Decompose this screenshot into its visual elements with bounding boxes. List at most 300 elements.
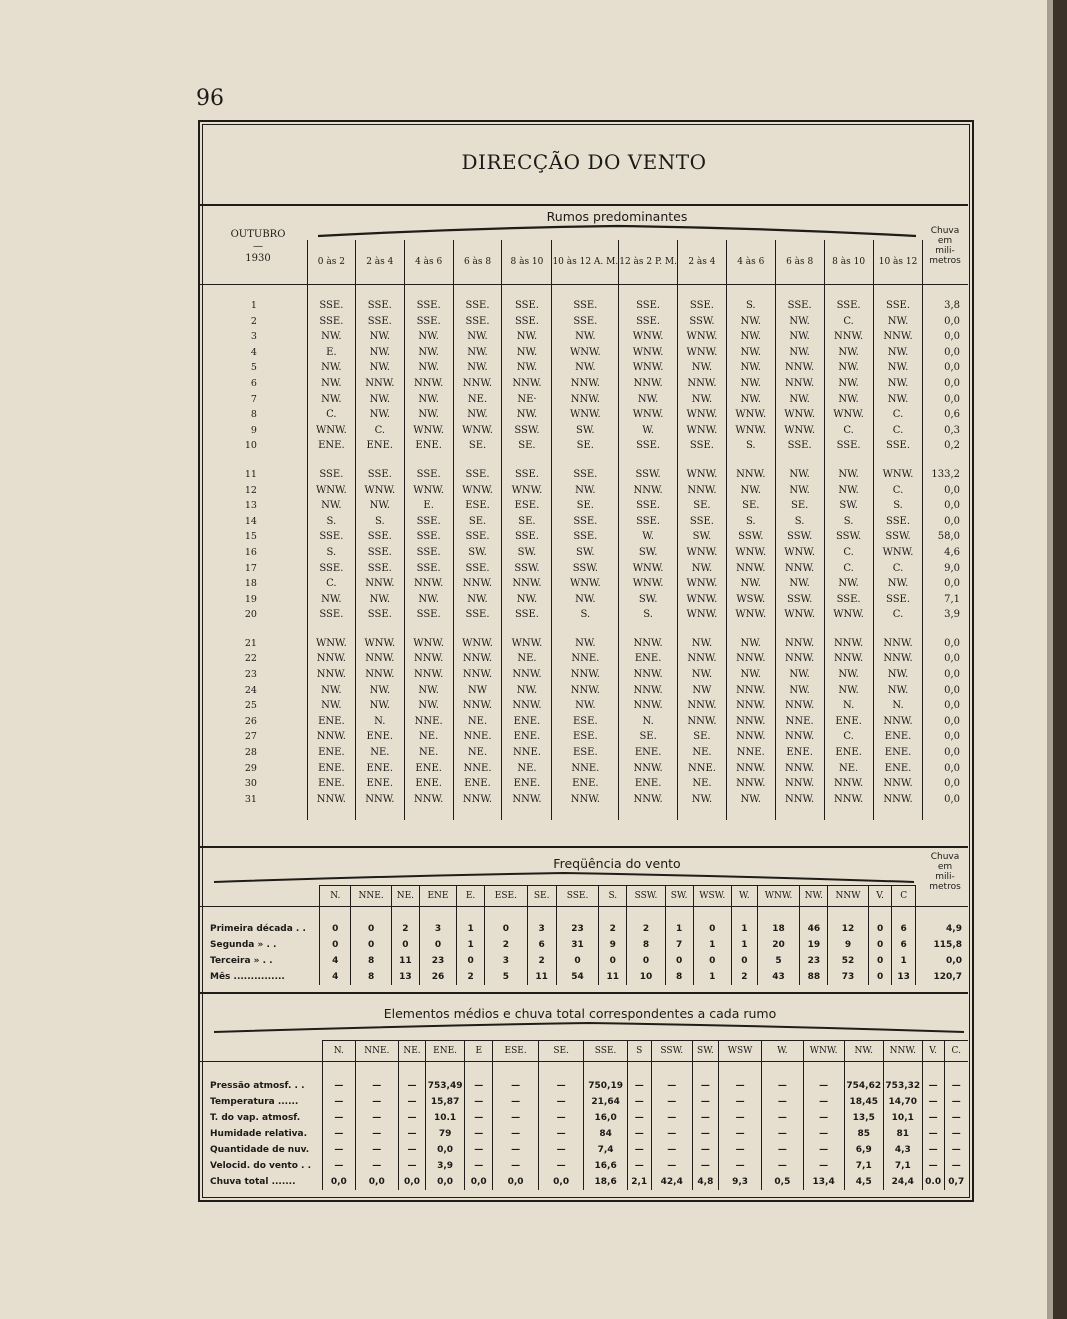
freq-value: 0 (320, 921, 351, 937)
wind-direction-cell: WNW. (775, 423, 824, 439)
elem-value: 6,9 (844, 1142, 883, 1158)
wind-direction-cell: WNW. (619, 576, 678, 592)
elem-value: — (323, 1110, 356, 1126)
elem-col-header: WSW (718, 1041, 761, 1062)
freq-value: 5 (757, 953, 800, 969)
month-label: OUTUBRO (230, 229, 286, 240)
day-number: 22 (244, 653, 257, 665)
day-number: 4 (250, 346, 257, 358)
day-row (200, 498, 968, 514)
wind-direction-cell: NNE. (502, 745, 552, 761)
spacer-cell (651, 1062, 692, 1079)
spacer-cell (873, 623, 923, 636)
day-row (200, 636, 968, 652)
spacer-cell (404, 807, 453, 820)
wind-direction-cell: NW. (552, 636, 619, 652)
spacer-cell (873, 285, 923, 299)
wind-direction-cell: WNW. (552, 576, 619, 592)
elem-value: 7,1 (844, 1158, 883, 1174)
freq-value: 4 (320, 969, 351, 985)
wind-direction-cell: NNW. (775, 698, 824, 714)
wind-direction-cell: NW. (678, 561, 727, 577)
freq-value: 43 (757, 969, 800, 985)
day-number: 3 (250, 331, 257, 343)
wind-direction-cell: WNW. (453, 423, 502, 439)
spacer-cell (355, 454, 404, 467)
freq-rain-line-1: Chuva (930, 852, 960, 862)
freq-value: 5 (484, 969, 527, 985)
wind-direction-cell: SSE. (453, 607, 502, 623)
elem-value: 13,5 (844, 1110, 883, 1126)
spacer-cell (351, 907, 392, 922)
wind-direction-cell: NE. (355, 745, 404, 761)
wind-direction-cell: SW. (619, 545, 678, 561)
wind-direction-cell: NW. (307, 698, 355, 714)
freq-value: 8 (351, 953, 392, 969)
freq-row-label: Terceira » . . (210, 956, 273, 966)
elem-value: — (718, 1094, 761, 1110)
elem-col-header: SW. (692, 1041, 718, 1062)
wind-direction-cell: NNW. (726, 729, 775, 745)
wind-direction-cell: NNW. (873, 776, 923, 792)
day-row (200, 561, 968, 577)
freq-value: 11 (527, 969, 556, 985)
wind-direction-cell: NW. (453, 360, 502, 376)
elem-value: — (465, 1126, 493, 1142)
freq-value: 2 (627, 921, 666, 937)
rain-cell: 58,0 (923, 529, 968, 545)
wind-direction-cell: NNW. (404, 792, 453, 808)
freq-value: 11 (599, 969, 627, 985)
wind-direction-cell: NNW. (453, 792, 502, 808)
wind-direction-cell: S. (873, 498, 923, 514)
elem-value: — (803, 1158, 844, 1174)
day-row (200, 438, 968, 454)
wind-direction-cell: NNW. (619, 483, 678, 499)
spacer-row (200, 807, 968, 820)
freq-value: 10 (627, 969, 666, 985)
elem-value: — (323, 1126, 356, 1142)
rain-cell: 0,3 (923, 423, 968, 439)
day-row (200, 407, 968, 423)
wind-direction-cell: NW. (775, 576, 824, 592)
freq-value: 73 (828, 969, 869, 985)
wind-direction-cell: NW. (502, 683, 552, 699)
elem-value: — (465, 1078, 493, 1094)
day-row (200, 607, 968, 623)
wind-direction-cell: SSE. (502, 314, 552, 330)
elem-col-header: WNW. (803, 1041, 844, 1062)
wind-direction-cell: SSE. (824, 438, 873, 454)
time-header: 0 às 2 (307, 240, 355, 285)
time-header: 2 às 4 (355, 240, 404, 285)
spacer-cell (726, 623, 775, 636)
wind-direction-cell: NW. (678, 392, 727, 408)
wind-direction-cell: NNW. (775, 561, 824, 577)
wind-direction-cell: NE· (502, 392, 552, 408)
day-row (200, 698, 968, 714)
spacer-cell (502, 623, 552, 636)
elem-value: — (762, 1158, 803, 1174)
elem-value: — (692, 1158, 718, 1174)
wind-direction-cell: SSE. (552, 467, 619, 483)
wind-direction-cell: SSE. (307, 314, 355, 330)
wind-direction-cell: SSW. (775, 529, 824, 545)
rain-cell: 0,0 (923, 329, 968, 345)
wind-direction-cell: WNW. (619, 360, 678, 376)
wind-direction-cell: SSE. (453, 298, 502, 314)
rain-cell: 0,0 (923, 314, 968, 330)
day-row (200, 592, 968, 608)
rain-header-line-3: mili- (935, 246, 955, 256)
spacer-row (200, 454, 968, 467)
freq-row (200, 969, 968, 985)
elem-value: — (692, 1126, 718, 1142)
wind-direction-cell: WNW. (775, 545, 824, 561)
wind-direction-cell: SSW. (873, 529, 923, 545)
elem-value: — (355, 1094, 398, 1110)
wind-direction-cell: NW. (824, 667, 873, 683)
freq-value: 2 (391, 921, 419, 937)
wind-direction-cell: ENE. (619, 745, 678, 761)
wind-direction-cell: WNW. (307, 636, 355, 652)
wind-direction-cell: S. (619, 607, 678, 623)
wind-direction-cell: ESE. (502, 498, 552, 514)
spacer-cell (307, 807, 355, 820)
freq-col-header: NW. (800, 886, 828, 907)
wind-direction-cell: NW. (502, 360, 552, 376)
wind-direction-cell: NW. (552, 698, 619, 714)
wind-direction-cell: NW. (453, 592, 502, 608)
spacer-cell (419, 907, 456, 922)
wind-direction-cell: NW. (355, 392, 404, 408)
spacer-cell (824, 285, 873, 299)
wind-direction-cell: NNW. (726, 776, 775, 792)
freq-value: 0 (391, 937, 419, 953)
wind-direction-cell: ENE. (619, 776, 678, 792)
spacer-cell (873, 454, 923, 467)
freq-value: 0 (868, 969, 892, 985)
freq-col-header: C (892, 886, 916, 907)
wind-direction-cell: NE. (678, 776, 727, 792)
wind-direction-cell: NW. (453, 329, 502, 345)
freq-value: 23 (556, 921, 599, 937)
wind-direction-cell: WNW. (824, 407, 873, 423)
wind-direction-cell: WNW. (824, 607, 873, 623)
freq-value: 1 (693, 937, 732, 953)
elem-col-header: NW. (844, 1041, 883, 1062)
freq-value: 88 (800, 969, 828, 985)
elem-value: — (627, 1078, 651, 1094)
spacer-cell (762, 1062, 803, 1079)
spacer-cell (200, 907, 320, 922)
day-row (200, 345, 968, 361)
wind-direction-cell: NNW. (307, 667, 355, 683)
wind-direction-cell: ENE. (619, 651, 678, 667)
wind-direction-cell: NW. (775, 683, 824, 699)
wind-direction-cell: SSW. (775, 592, 824, 608)
freq-value: 8 (665, 969, 693, 985)
wind-direction-cell: NW. (307, 360, 355, 376)
spacer-cell (619, 454, 678, 467)
elem-value: — (323, 1078, 356, 1094)
time-header: 12 às 2 P. M. (619, 240, 678, 285)
wind-direction-cell: NNW. (678, 483, 727, 499)
wind-direction-cell: NNE. (726, 745, 775, 761)
elem-value: — (718, 1158, 761, 1174)
wind-direction-cell: NW. (552, 592, 619, 608)
elem-value: — (944, 1142, 968, 1158)
wind-direction-cell: ENE. (404, 438, 453, 454)
spacer-cell (923, 285, 968, 299)
spacer-cell (718, 1062, 761, 1079)
elem-value: — (651, 1126, 692, 1142)
freq-col-header: SSE. (556, 886, 599, 907)
day-number: 14 (244, 515, 257, 527)
elem-value: — (718, 1078, 761, 1094)
rain-cell: 0,0 (923, 776, 968, 792)
wind-direction-cell: NW. (775, 667, 824, 683)
elem-value: — (944, 1126, 968, 1142)
wind-direction-cell: SSE. (619, 438, 678, 454)
rain-cell: 0,0 (923, 636, 968, 652)
wind-direction-cell: SSE. (552, 529, 619, 545)
elem-value: 18,6 (584, 1174, 627, 1190)
elem-col-header: E (465, 1041, 493, 1062)
wind-direction-cell: NW. (502, 329, 552, 345)
day-number: 11 (244, 468, 257, 480)
elem-value: — (922, 1094, 944, 1110)
wind-direction-cell: ENE. (307, 714, 355, 730)
elem-value: — (493, 1126, 539, 1142)
page-title: DIRECÇÃO DO VENTO (461, 150, 707, 174)
time-header: 8 às 10 (502, 240, 552, 285)
wind-direction-cell: NW. (678, 667, 727, 683)
elem-value: 4,5 (844, 1174, 883, 1190)
elem-row-label: Temperatura ...... (210, 1097, 299, 1107)
spacer-cell (775, 454, 824, 467)
elem-value: — (398, 1158, 425, 1174)
wind-direction-cell: NW. (552, 483, 619, 499)
elem-row-label: T. do vap. atmosf. (210, 1113, 301, 1123)
freq-row (200, 937, 968, 953)
rain-cell: 0,0 (923, 514, 968, 530)
spacer-cell (678, 285, 727, 299)
wind-direction-cell: SW. (678, 529, 727, 545)
freq-value: 6 (527, 937, 556, 953)
wind-direction-cell: SSE. (824, 592, 873, 608)
wind-direction-cell: SE. (552, 498, 619, 514)
wind-direction-cell: ESE. (552, 745, 619, 761)
day-row (200, 683, 968, 699)
wind-direction-cell: WNW. (678, 467, 727, 483)
wind-direction-cell: WNW. (775, 607, 824, 623)
month-header-cell (200, 240, 307, 285)
day-number: 25 (244, 700, 257, 712)
day-number: 31 (244, 793, 257, 805)
spacer-cell (619, 285, 678, 299)
freq-col-header: SSW. (627, 886, 666, 907)
rain-cell: 133,2 (923, 467, 968, 483)
freq-value: 1 (665, 921, 693, 937)
wind-direction-cell: NNW. (678, 651, 727, 667)
freq-row (200, 953, 968, 969)
wind-direction-cell: WNW. (404, 423, 453, 439)
wind-direction-cell: C. (873, 561, 923, 577)
elem-value: 7,4 (584, 1142, 627, 1158)
elem-value: 81 (883, 1126, 922, 1142)
spacer-cell (678, 623, 727, 636)
wind-direction-cell: NW. (355, 407, 404, 423)
spacer-cell (883, 1062, 922, 1079)
elem-value: — (355, 1078, 398, 1094)
freq-col-header: V. (868, 886, 892, 907)
wind-direction-cell: C. (873, 423, 923, 439)
freq-rain-line-2: em (937, 862, 953, 872)
wind-direction-cell: SSE. (404, 467, 453, 483)
wind-direction-cell: SSE. (502, 607, 552, 623)
rain-cell: 0,0 (923, 729, 968, 745)
wind-direction-cell: NW. (824, 483, 873, 499)
time-header: 4 às 6 (726, 240, 775, 285)
spacer-cell (453, 454, 502, 467)
spacer-row (200, 1062, 968, 1079)
spacer-cell (404, 623, 453, 636)
wind-direction-cell: NW. (502, 592, 552, 608)
wind-direction-cell: NW. (307, 392, 355, 408)
wind-direction-cell: NNE. (404, 714, 453, 730)
wind-direction-cell: NW. (726, 376, 775, 392)
elem-row (200, 1158, 968, 1174)
spacer-cell (465, 1062, 493, 1079)
elem-value: 0,0 (465, 1174, 493, 1190)
wind-direction-cell: WNW. (775, 407, 824, 423)
wind-direction-cell: NW. (552, 329, 619, 345)
freq-value: 9 (599, 937, 627, 953)
spacer-cell (892, 907, 916, 922)
time-header: 6 às 8 (453, 240, 502, 285)
elem-value: — (355, 1158, 398, 1174)
wind-direction-cell: NNW. (619, 376, 678, 392)
spacer-cell (923, 454, 968, 467)
elem-value: — (355, 1142, 398, 1158)
wind-direction-cell: SSE. (453, 561, 502, 577)
spacer-cell (923, 807, 968, 820)
rain-cell: 4,6 (923, 545, 968, 561)
elem-value: — (493, 1110, 539, 1126)
wind-direction-cell: NNW. (355, 576, 404, 592)
wind-direction-cell: NE. (453, 714, 502, 730)
wind-direction-cell: SSE. (873, 592, 923, 608)
elem-value: — (627, 1126, 651, 1142)
wind-direction-cell: C. (824, 545, 873, 561)
time-header: 4 às 6 (404, 240, 453, 285)
wind-direction-cell: NNW. (619, 667, 678, 683)
spacer-cell (453, 807, 502, 820)
wind-direction-cell: NNW. (775, 776, 824, 792)
elem-value: 0,0 (323, 1174, 356, 1190)
wind-direction-cell: SSE. (873, 298, 923, 314)
wind-direction-cell: NE. (678, 745, 727, 761)
day-number: 19 (244, 593, 257, 605)
wind-direction-cell: SSE. (404, 529, 453, 545)
wind-direction-cell: S. (552, 607, 619, 623)
elem-value: — (398, 1126, 425, 1142)
elem-value: 24,4 (883, 1174, 922, 1190)
wind-direction-cell: ENE. (775, 745, 824, 761)
day-row (200, 545, 968, 561)
elem-heading: Elementos médios e chuva total correspondentes a cada rumo (383, 1006, 777, 1021)
freq-value: 23 (800, 953, 828, 969)
wind-direction-cell: NNW. (726, 561, 775, 577)
spacer-cell (552, 454, 619, 467)
wind-direction-cell: NW. (726, 576, 775, 592)
elem-row (200, 1078, 968, 1094)
wind-direction-cell: NW. (775, 314, 824, 330)
rain-cell: 0,0 (923, 745, 968, 761)
spacer-cell (732, 907, 758, 922)
elem-value: 9,3 (718, 1174, 761, 1190)
freq-rain-col (915, 886, 968, 907)
wind-direction-cell: NW. (873, 376, 923, 392)
wind-direction-cell: S. (775, 514, 824, 530)
rain-cell: 9,0 (923, 561, 968, 577)
time-header: 2 às 4 (678, 240, 727, 285)
wind-direction-cell: NE. (502, 651, 552, 667)
freq-value: 1 (732, 937, 758, 953)
wind-direction-cell: WNW. (355, 483, 404, 499)
elem-value: — (651, 1078, 692, 1094)
day-number: 12 (244, 484, 257, 496)
spacer-cell (355, 623, 404, 636)
freq-col-header: ESE. (484, 886, 527, 907)
spacer-cell (627, 907, 666, 922)
wind-direction-cell: SSE. (502, 467, 552, 483)
wind-direction-cell: NW. (552, 360, 619, 376)
wind-direction-cell: NNE. (453, 729, 502, 745)
elem-value: — (627, 1094, 651, 1110)
elem-row-label: Velocid. do vento . . (210, 1161, 311, 1171)
wind-frequency-table (200, 885, 968, 985)
rain-cell: 0,0 (923, 761, 968, 777)
wind-direction-cell: WNW. (726, 545, 775, 561)
wind-direction-cell: SSE. (619, 298, 678, 314)
day-row (200, 329, 968, 345)
freq-col-header: SW. (665, 886, 693, 907)
wind-direction-cell: WNW. (678, 576, 727, 592)
freq-value: 0 (868, 921, 892, 937)
wind-direction-cell: NE. (404, 729, 453, 745)
elem-value: — (465, 1142, 493, 1158)
wind-direction-cell: NW. (678, 792, 727, 808)
elem-value: — (944, 1110, 968, 1126)
freq-col-header: N. (320, 886, 351, 907)
wind-direction-cell: NW. (824, 345, 873, 361)
wind-direction-cell: SSW. (619, 467, 678, 483)
elem-row-label: Chuva total ....... (210, 1177, 296, 1187)
wind-direction-cell: SSE. (453, 529, 502, 545)
spacer-cell (453, 623, 502, 636)
elem-value: — (692, 1078, 718, 1094)
elem-value: — (651, 1094, 692, 1110)
day-row (200, 423, 968, 439)
elem-row (200, 1174, 968, 1190)
wind-direction-cell: NW. (824, 683, 873, 699)
wind-direction-cell: NW. (453, 345, 502, 361)
wind-direction-cell: NNW. (726, 761, 775, 777)
wind-direction-cell: NNW. (824, 329, 873, 345)
wind-direction-cell: NW. (404, 345, 453, 361)
